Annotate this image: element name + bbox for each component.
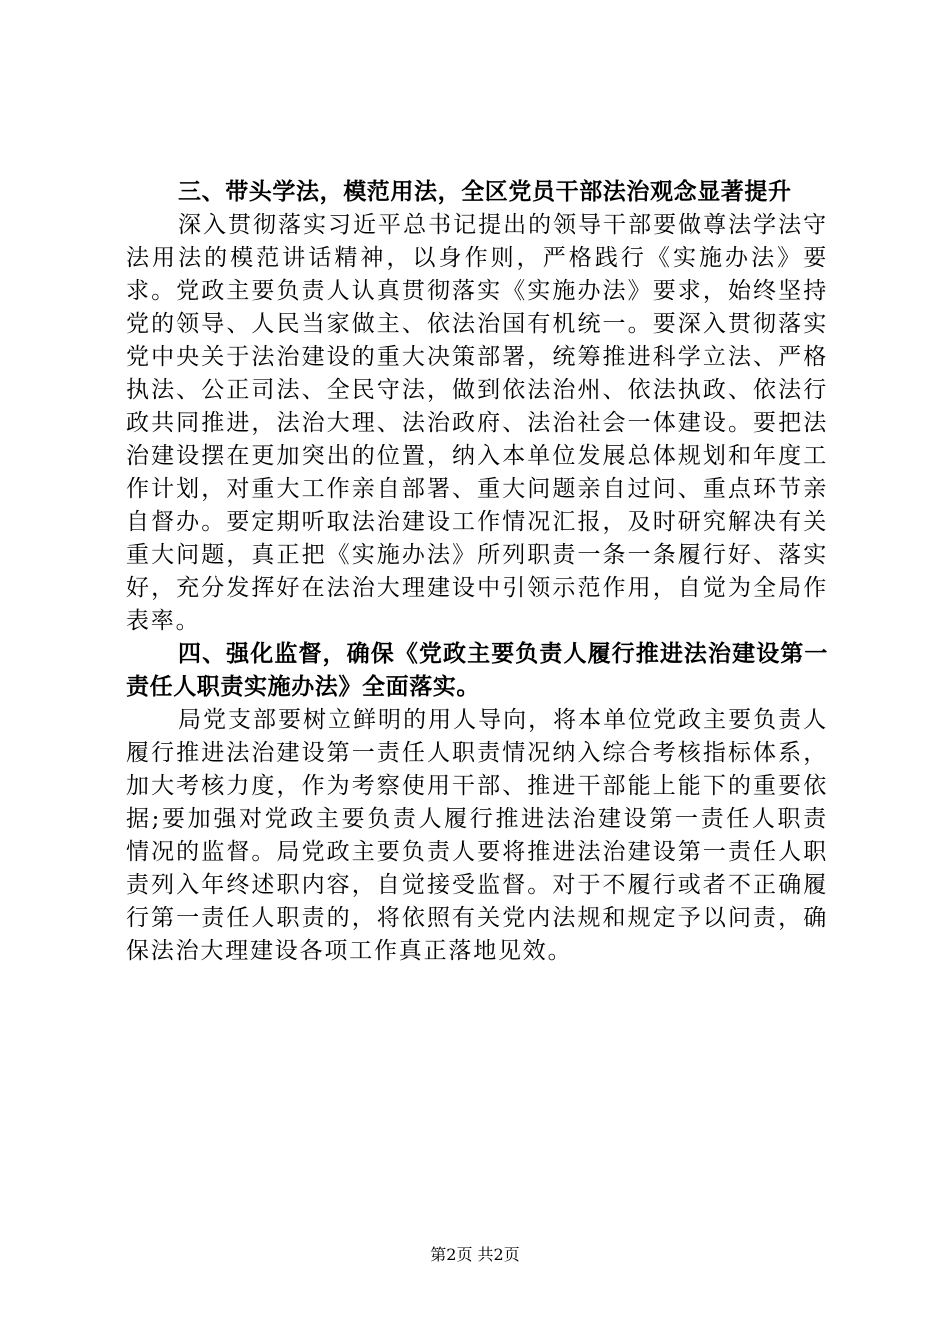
section-heading-3: 三、带头学法，模范用法，全区党员干部法治观念显著提升 [178,179,792,205]
section-heading-4: 四、强化监督，确保《党政主要负责人履行推进法治建设第一责任人职责实施办法》全面落实。 [126,641,828,700]
document-body [126,176,828,968]
page-footer: 第2页 共2页 [430,1245,520,1264]
section-paragraph-3: 深入贯彻落实习近平总书记提出的领导干部要做尊法学法守法用法的模范讲话精神，以身作则，严格践行《实施办法》要求。党政主要负责人认真贯彻落实《实施办法》要求，始终坚持党的领导、人民当家做主、依法治国有机统一。要深入贯彻落实党中央关于法治建设的重大决策部署，统筹推进科学立法、严格执法、公正司法、全民守法，做到依法治州、依法执政、依法行政共同推进，法治大理、法治政府、法治社会一体建设。要把法治建设摆在更加突出的位置，纳入本单位发展总体规划和年度工作计划，对重大工作亲自部署、重大问题亲自过问、重点环节亲自督办。要定期听取法治建设工作情况汇报，及时研究解决有关重大问题，真正把《实施办法》所列职责一条一条履行好、落实好，充分发挥好在法治大理建设中引领示范作用，自觉为全局作表率。 [126,212,828,634]
section-paragraph-4: 局党支部要树立鲜明的用人导向，将本单位党政主要负责人履行推进法治建设第一责任人职责情况纳入综合考核指标体系，加大考核力度，作为考察使用干部、推进干部能上能下的重要依据;要加强对党政主要负责人履行推进法治建设第一责任人职责情况的监督。局党政主要负责人要将推进法治建设第一责任人职责列入年终述职内容，自觉接受监督。对于不履行或者不正确履行第一责任人职责的，将依照有关党内法规和规定予以问责，确保法治大理建设各项工作真正落地见效。 [126,707,828,964]
